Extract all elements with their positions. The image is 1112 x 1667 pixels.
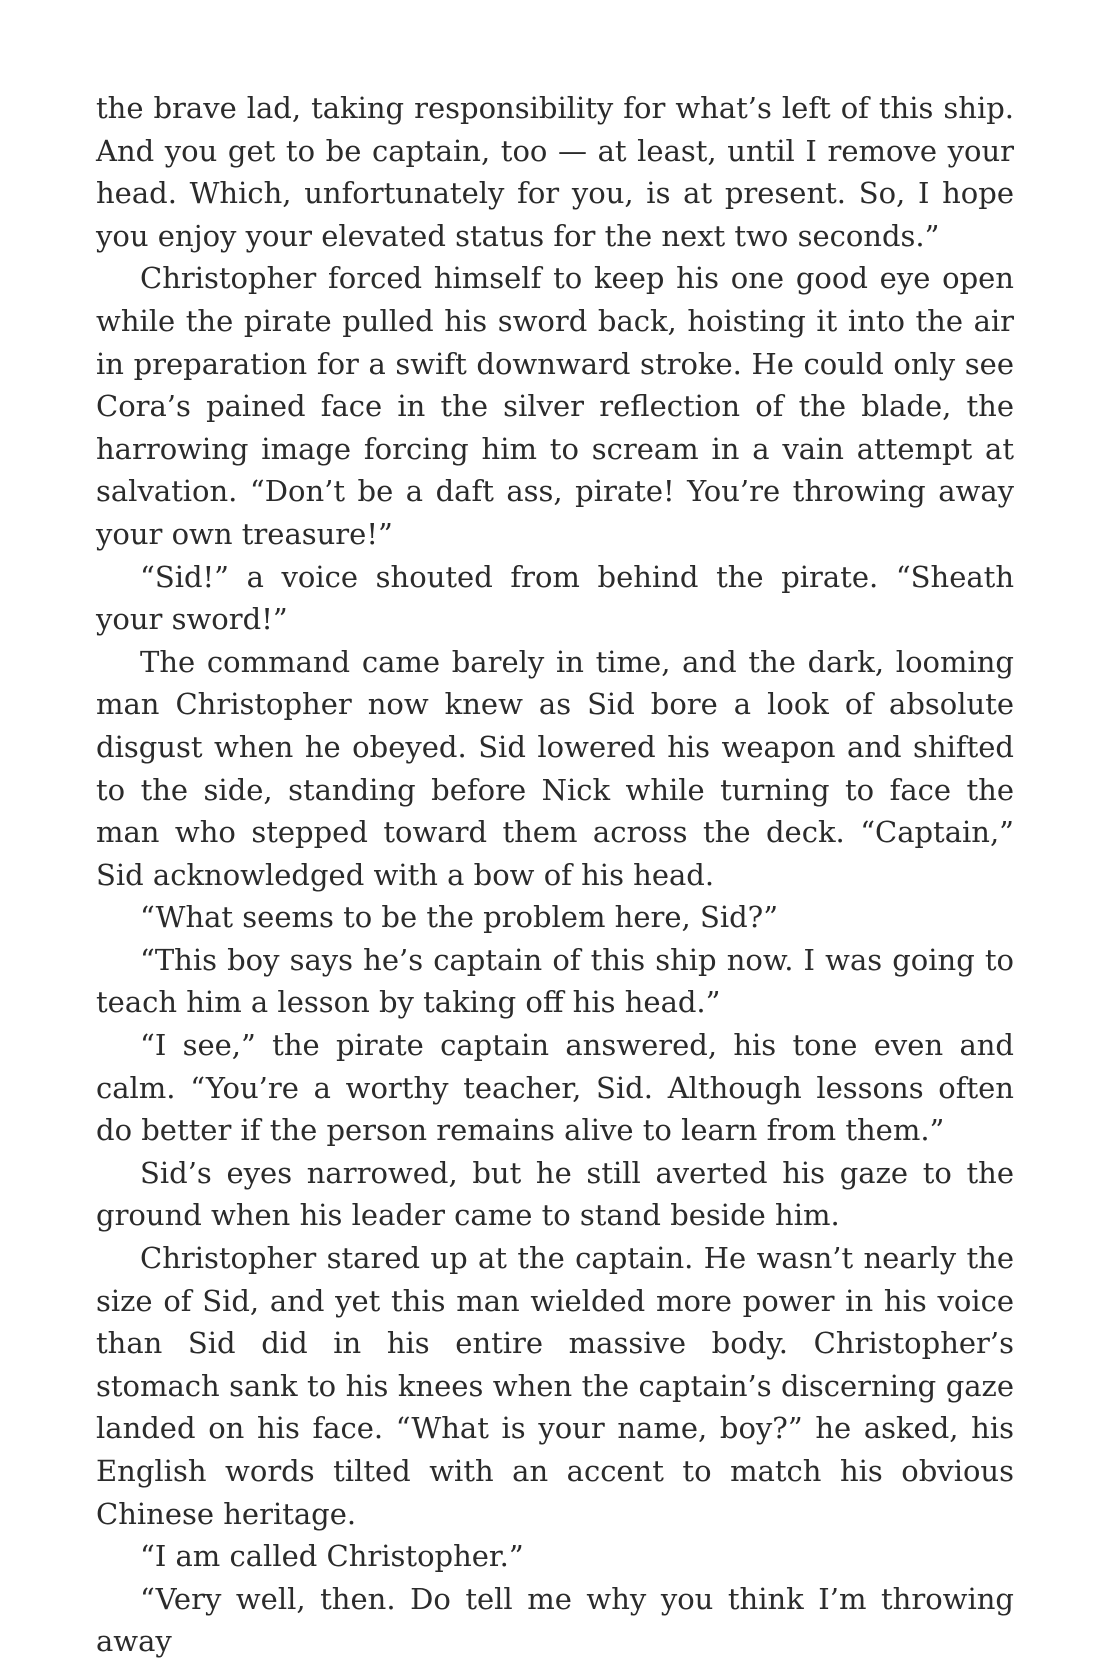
book-page	[96, 87, 1014, 1663]
paragraph: Christopher stared up at the captain. He wasn’t nearly the size of Sid, and yet this man wielded more power in his voice than Sid did in his entire massive body. Christopher’s stomach sank to his knees when the captain’s discerning gaze landed on his face. “What is your name, boy?” he asked, his English words tilted with an accent to match his obvious Chinese heritage.	[96, 1241, 1014, 1531]
paragraph: “Very well, then. Do tell me why you think I’m throwing away	[96, 1581, 1014, 1659]
paragraph: The command came barely in time, and the dark, looming man Christopher now knew as Sid bore a look of absolute disgust when he obeyed. Sid lowered his weapon and shifted to the side, standing before Nick while turning to face the man who stepped toward them across the deck. “Captain,” Sid acknowledged with a bow of his head.	[96, 644, 1014, 892]
paragraph: “I am called Christopher.”	[140, 1539, 524, 1574]
paragraph: Sid’s eyes narrowed, but he still averted his gaze to the ground when his leader came to stand beside him.	[96, 1155, 1014, 1233]
paragraph: “What seems to be the problem here, Sid?”	[140, 900, 779, 935]
paragraph: “This boy says he’s captain of this ship now. I was going to teach him a lesson by taking off his head.”	[96, 942, 1014, 1020]
paragraph: “Sid!” a voice shouted from behind the pirate. “Sheath your sword!”	[96, 559, 1014, 637]
paragraph: Christopher forced himself to keep his one good eye open while the pirate pulled his sword back, hoisting it into the air in preparation for a swift downward stroke. He could only see Cora’s pained face in the silver reflection of the blade, the harrowing image forcing him to scream in a vain attempt at salvation. “Don’t be a daft ass, pirate! You’re throwing away your own treasure!”	[96, 261, 1014, 551]
paragraph: “I see,” the pirate captain answered, his tone even and calm. “You’re a worthy teacher, Sid. Although lessons often do better if the person remains alive to learn from them.”	[96, 1028, 1014, 1148]
paragraph-continuation: the brave lad, taking responsibility for what’s left of this ship. And you get to be captain, too — at least, until I remove your head. Which, unfortunately for you, is at present. So, I hope you enjoy your elevated status for the next two seconds.”	[96, 91, 1014, 253]
